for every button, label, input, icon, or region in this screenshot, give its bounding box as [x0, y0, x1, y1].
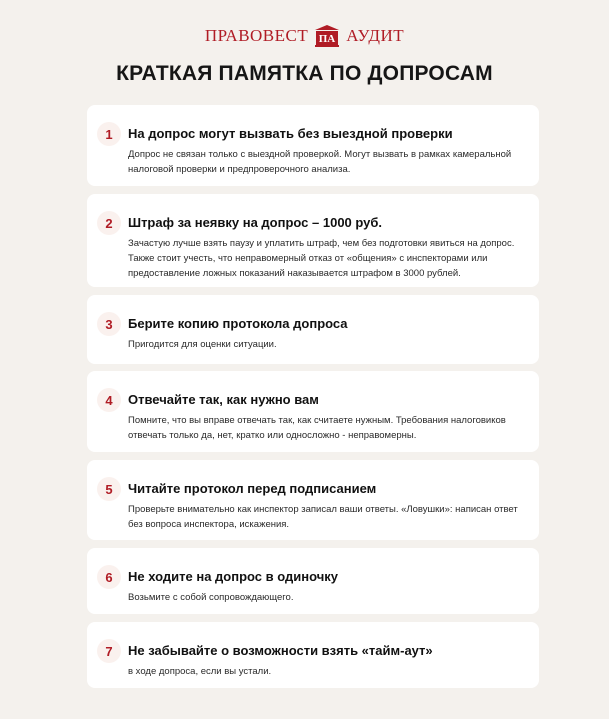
brand-mark-letters: ПА [319, 33, 336, 45]
brand-name-left: ПРАВОВЕСТ [204, 26, 309, 45]
item-number: 1 [97, 122, 121, 146]
item-number: 6 [97, 565, 121, 589]
item-text: Помните, что вы вправе отвечать так, как считаете нужным. Требования налоговиков отвечать только да, нет, кратко или односложно - неправомерны. [128, 415, 506, 441]
memo-item-4 [87, 371, 539, 452]
item-text: Пригодится для оценки ситуации. [128, 339, 277, 350]
item-text: Проверьте внимательно как инспектор записал ваши ответы. «Ловушки»: написан ответ без вопроса инспектора, искажения. [128, 504, 518, 530]
brand-mark-icon [314, 24, 340, 48]
item-number: 4 [97, 388, 121, 412]
item-number: 3 [97, 312, 121, 336]
brand-name-right: АУДИТ [346, 26, 405, 45]
memo-item-3 [87, 295, 539, 364]
memo-item-6 [87, 548, 539, 614]
item-title: Читайте протокол перед подписанием [128, 481, 377, 496]
item-title: Не забывайте о возможности взять «тайм-аут» [128, 643, 433, 658]
item-title: Не ходите на допрос в одиночку [128, 569, 339, 584]
item-number: 7 [97, 639, 121, 663]
item-text: Возьмите с собой сопровождающего. [128, 592, 294, 603]
memo-item-2 [87, 194, 539, 287]
item-text: в ходе допроса, если вы устали. [128, 666, 272, 677]
item-text: Зачастую лучше взять паузу и уплатить штраф, чем без подготовки явиться на допрос. Также стоит учесть, что неправомерный отказ от «общения» с инспекторами или предоставление ложных показаний наказывается штрафом в 3000 рублей. [128, 238, 515, 279]
item-title: Берите копию протокола допроса [128, 316, 348, 331]
memo-item-1 [87, 105, 539, 186]
memo-item-5 [87, 460, 539, 540]
page-title: КРАТКАЯ ПАМЯТКА ПО ДОПРОСАМ [116, 62, 493, 85]
memo-item-7 [87, 622, 539, 688]
item-title: Штраф за неявку на допрос – 1000 руб. [128, 215, 383, 230]
item-title: На допрос могут вызвать без выездной проверки [128, 126, 453, 141]
item-title: Отвечайте так, как нужно вам [128, 392, 319, 407]
item-number: 5 [97, 477, 121, 501]
item-text: Допрос не связан только с выездной проверкой. Могут вызвать в рамках камеральной налоговой проверки и предпроверочного анализа. [128, 149, 512, 175]
brand-logo [0, 24, 609, 48]
item-number: 2 [97, 211, 121, 235]
